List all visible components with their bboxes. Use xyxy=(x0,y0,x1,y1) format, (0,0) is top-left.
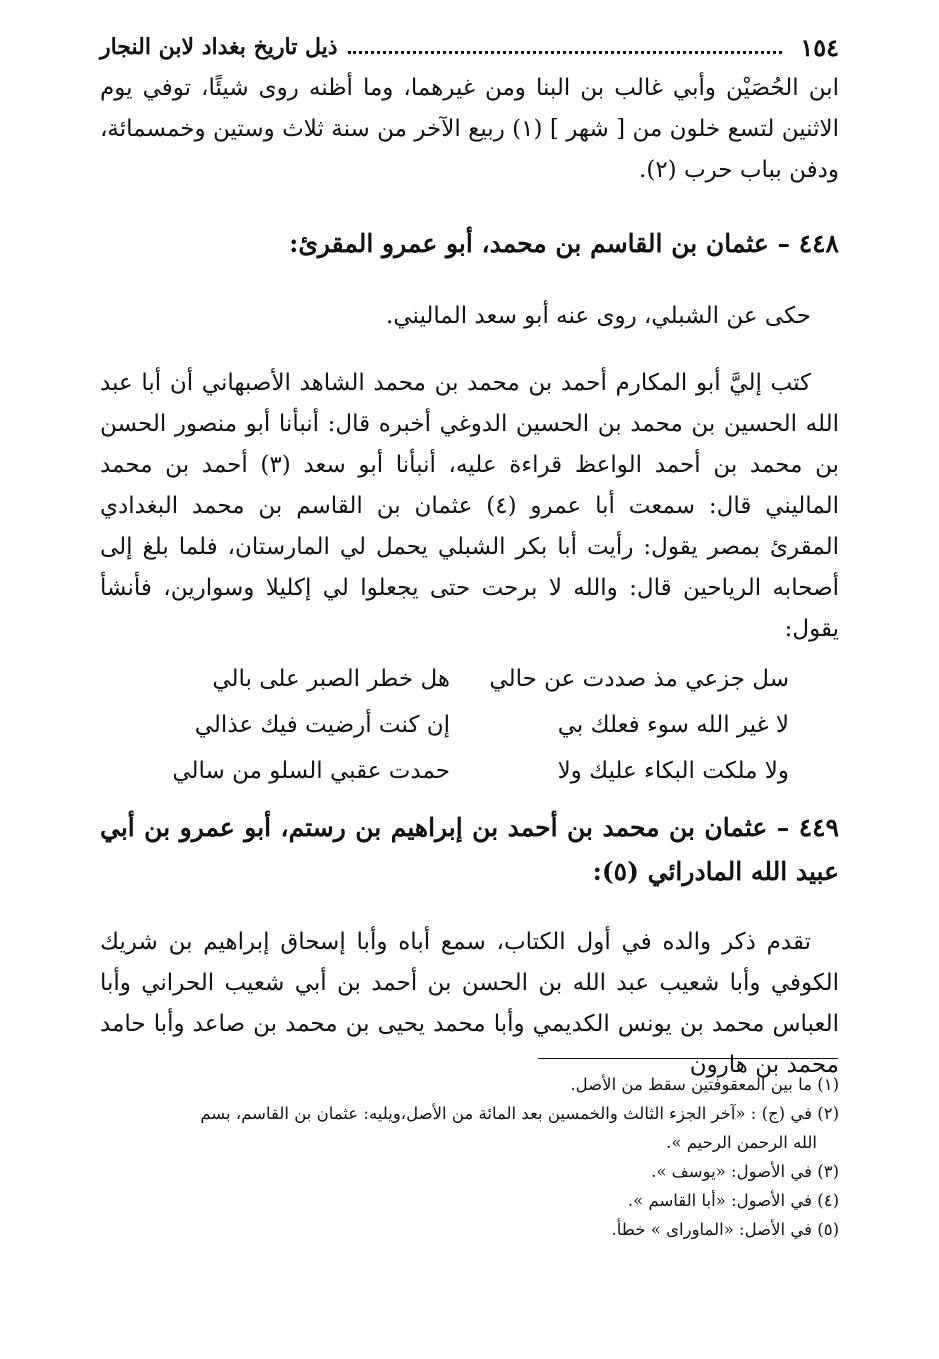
footnotes xyxy=(100,1070,839,1244)
running-title: ذيل تاريخ بغداد لابن النجار xyxy=(100,34,338,60)
poem-first-hemistich: سل جزعي مذ صددت عن حالي xyxy=(489,666,789,692)
poem-second-hemistich: إن كنت أرضيت فيك عذالي xyxy=(194,712,450,738)
paragraph-continuation: ابن الحُصَيْن وأبي غالب بن البنا ومن غيرهما، وما أظنه روى شيئًا، توفي يوم الاثنين لتسع خلون من [ شهر ] (١) ربيع الآخر من سنة ثلاث وستين وخمسمائة، ودفن بباب حرب (٢). xyxy=(100,75,839,183)
poem-first-hemistich: لا غير الله سوء فعلك بي xyxy=(557,712,789,738)
footnote-1: (١) ما بين المعقوفتين سقط من الأصل. xyxy=(570,1075,839,1094)
poem-verse xyxy=(150,656,789,702)
footnote-2-text: (٢) في (ج) : «آخر الجزء الثالث والخمسين بعد المائة من الأصل،ويليه: عثمان بن القاسم، بسم xyxy=(200,1104,839,1123)
footnote-5: (٥) في الأصل: «الماوراى » خطأ. xyxy=(611,1220,839,1239)
poem-second-hemistich: هل خطر الصبر على بالي xyxy=(212,666,450,692)
footnote-2 xyxy=(100,1099,839,1157)
poem-verse xyxy=(150,702,789,748)
footnote-3: (٣) في الأصول: «يوسف ». xyxy=(651,1162,839,1181)
footnote-separator xyxy=(538,1058,838,1059)
footnote-4: (٤) في الأصول: «أبا القاسم ». xyxy=(627,1191,839,1210)
poem xyxy=(150,656,789,794)
entry-449-narration: تقدم ذكر والده في أول الكتاب، سمع أباه وأبا إسحاق إبراهيم بن شريك الكوفي وأبا شعيب عبد الله بن الحسن بن أحمد بن أبي شعيب الحراني وأبا العباس محمد بن يونس الكديمي وأبا محمد يحيى بن محمد بن صاعد وأبا حامد محمد بن هارون xyxy=(100,929,839,1078)
page-number: ١٥٤ xyxy=(800,32,839,62)
entry-448-title: ٤٤٨ – عثمان بن القاسم بن محمد، أبو عمرو المقرئ: xyxy=(289,229,839,258)
page-header xyxy=(100,30,839,64)
footnote-2-continuation: الله الرحمن الرحيم ». xyxy=(666,1133,817,1152)
poem-verse xyxy=(150,748,789,794)
entry-448-intro: حكى عن الشبلي، روى عنه أبو سعد الماليني. xyxy=(386,303,811,329)
entry-448-narration: كتب إليَّ أبو المكارم أحمد بن محمد بن محمد الشاهد الأصبهاني أن أبا عبد الله الحسين بن محمد بن الحسين الدوغي أخبره قال: أنبأنا أبو منصور الحسن بن محمد بن أحمد الواعظ قراءة عليه، أنبأنا أبو سعد (٣) أحمد بن محمد الماليني قال: سمعت أبا عمرو (٤) عثمان بن القاسم بن محمد البغدادي المقرئ بمصر يقول: رأيت أبا بكر الشبلي يحمل لي المارستان، فلما بلغ إلى أصحابه الرياحين قال: والله لا برحت حتى يجعلوا لي إكليلا وسوارين، فأنشأ يقول: xyxy=(100,370,839,642)
header-dotted-leader xyxy=(348,41,783,54)
poem-first-hemistich: ولا ملكت البكاء عليك ولا xyxy=(557,758,789,784)
entry-449-title: ٤٤٩ – عثمان بن محمد بن أحمد بن إبراهيم بن رستم، أبو عمرو بن أبي عبيد الله المادرائي (٥): xyxy=(100,813,839,886)
poem-second-hemistich: حمدت عقبي السلو من سالي xyxy=(172,758,450,784)
